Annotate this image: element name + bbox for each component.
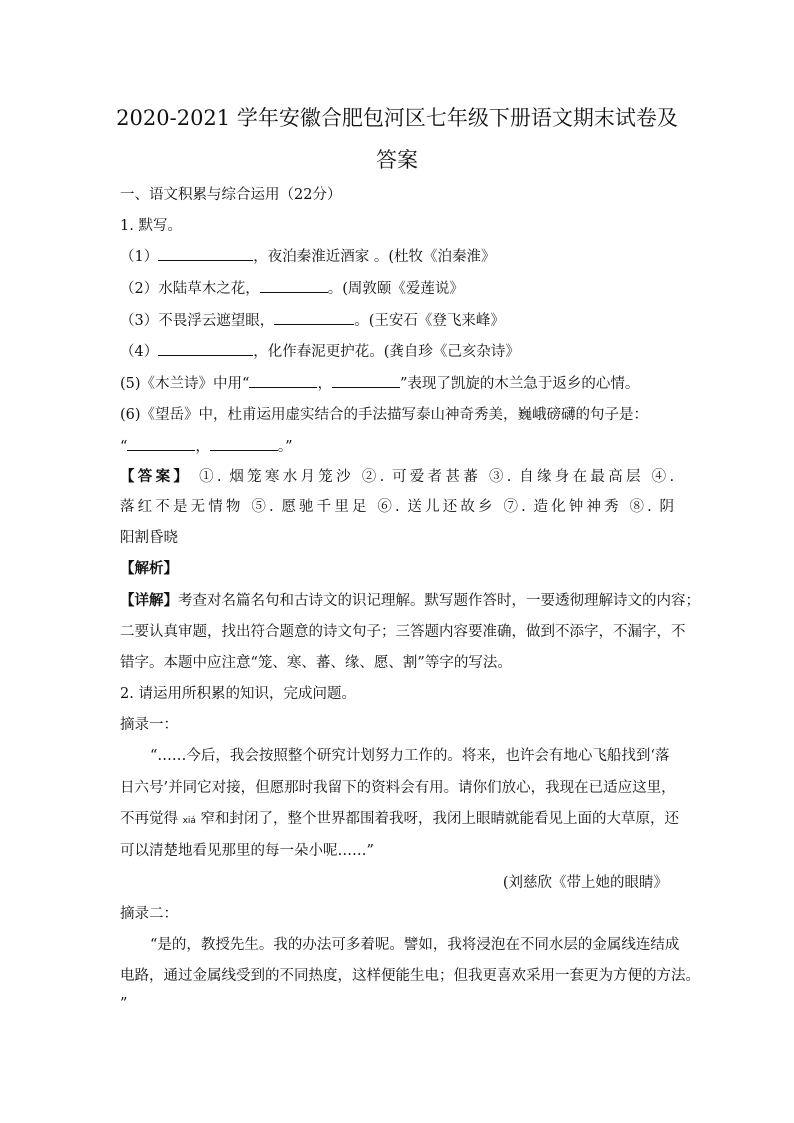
analysis-detail-line3: 错字。本题中应注意“笼、寒、蕃、缘、愿、割”等字的写法。 bbox=[120, 655, 512, 671]
q1-item-5 bbox=[120, 373, 639, 395]
excerpt1-line3-b: 窄和封闭了，整个世界都围着我呀，我闭上眼睛就能看见上面的大草原，还 bbox=[195, 811, 680, 827]
pinyin-annotation: xiá bbox=[182, 816, 196, 826]
document-title-line1: 2020-2021 学年安徽合肥包河区七年级下册语文期末试卷及 bbox=[116, 106, 678, 130]
answer-item-7: ⑦. 造化钟神秀 bbox=[503, 499, 622, 515]
excerpt1-line3-a: 不再觉得 bbox=[120, 811, 183, 827]
excerpt1-line2: 日六号’并同它对接，但愿那时我留下的资料会有用。请你们放心，我现在已适应这里， bbox=[120, 780, 676, 796]
answer-item-4-num: ④. bbox=[651, 469, 675, 485]
q1-item-1 bbox=[120, 246, 496, 268]
answer-item-5: ⑤. 愿驰千里足 bbox=[251, 499, 370, 515]
analysis-label: 【解析】 bbox=[120, 560, 178, 577]
q1-item-6-mid: ， bbox=[195, 439, 210, 455]
q1-item-2 bbox=[120, 278, 464, 300]
answer-item-4-text: 落红不是无情物 bbox=[120, 499, 244, 515]
q1-item-3-prefix: （3）不畏浮云遮望眼， bbox=[120, 313, 275, 329]
q1-item-2-prefix: （2）水陆草木之花， bbox=[120, 281, 260, 297]
q1-item-3 bbox=[120, 310, 505, 332]
q1-item-4 bbox=[120, 341, 520, 363]
q1-item-1-blank bbox=[158, 246, 253, 261]
detail-label: 【详解】 bbox=[120, 592, 178, 609]
excerpt2-line2: 电路，通过金属线受到的不同热度，这样便能生电；但我更喜欢采用一套更为方便的方法。 bbox=[120, 968, 700, 984]
q1-item-3-blank bbox=[274, 310, 354, 325]
answer-line3: 阳割昏晓 bbox=[120, 530, 178, 546]
excerpt1-line1: “……今后，我会按照整个研究计划努力工作的。将来，也许会有地心飞船找到‘落 bbox=[150, 748, 670, 764]
detail-text-1: 考查对名篇名句和古诗文的识记理解。默写题作答时，一要透彻理解诗文的内容； bbox=[178, 593, 700, 609]
q1-item-5-mid: ， bbox=[317, 376, 332, 392]
answer-item-1: ①. 烟笼寒水月笼沙 bbox=[199, 469, 354, 485]
excerpt2-line3: ” bbox=[120, 996, 128, 1012]
excerpt1-line3 bbox=[120, 808, 679, 832]
q2-label: 2. 请运用所积累的知识，完成问题。 bbox=[120, 686, 356, 702]
excerpt1-label: 摘录一： bbox=[120, 717, 178, 733]
q1-item-2-blank bbox=[260, 278, 328, 293]
document-title-line2: 答案 bbox=[376, 148, 418, 172]
q1-item-5-blank-b bbox=[332, 373, 400, 388]
q1-item-5-suffix: ”表现了凯旋的木兰急于返乡的心情。 bbox=[399, 376, 640, 392]
excerpt2-label: 摘录二： bbox=[120, 906, 178, 922]
analysis-detail-line2: 二要认真审题，找出符合题意的诗文句子；三答题内容要准确，做到不添字，不漏字，不 bbox=[120, 624, 686, 640]
q1-item-6-line1: (6)《望岳》中，杜甫运用虚实结合的手法描写泰山神奇秀美，巍峨磅礴的句子是： bbox=[120, 407, 649, 423]
q1-item-6-open: “ bbox=[120, 439, 128, 455]
answer-item-6: ⑥. 送儿还故乡 bbox=[377, 499, 496, 515]
answer-label: 【答案】 bbox=[120, 468, 192, 485]
q1-item-4-blank bbox=[158, 341, 253, 356]
excerpt1-source: (刘慈欣《带上她的眼睛》 bbox=[502, 875, 668, 891]
q1-item-5-blank-a bbox=[249, 373, 317, 388]
excerpt2-line1: “是的，教授先生。我的办法可多着呢。譬如，我将浸泡在不同水层的金属线连结成 bbox=[150, 937, 680, 953]
answer-item-3: ③. 自缘身在最高层 bbox=[488, 469, 644, 485]
q1-label: 1. 默写。 bbox=[120, 218, 182, 234]
answer-line1 bbox=[120, 466, 674, 488]
section1-heading: 一、语文积累与综合运用（22分） bbox=[120, 187, 342, 203]
q1-item-5-prefix: (5)《木兰诗》中用“ bbox=[120, 376, 250, 392]
q1-item-4-text: ，化作春泥更护花。(龚自珍《己亥杂诗》 bbox=[253, 344, 520, 360]
answer-line2 bbox=[120, 496, 674, 518]
q1-item-4-num: （4） bbox=[120, 344, 159, 360]
analysis-detail-line1 bbox=[120, 590, 700, 612]
answer-item-2: ②. 可爱者甚蕃 bbox=[361, 469, 482, 485]
q1-item-6-line2 bbox=[120, 436, 293, 458]
excerpt1-line4: 可以清楚地看见那里的每一朵小呢……” bbox=[120, 843, 374, 859]
q1-item-3-text: 。(王安石《登飞来峰》 bbox=[354, 313, 505, 329]
q1-item-6-close: 。” bbox=[277, 439, 293, 455]
q1-item-1-text: ，夜泊秦淮近酒家 。(杜牧《泊秦淮》 bbox=[253, 249, 496, 265]
answer-item-8-num: ⑧. 阴 bbox=[629, 499, 675, 515]
q1-item-2-text: 。(周敦颐《爱莲说》 bbox=[327, 281, 464, 297]
q1-item-6-blank-a bbox=[127, 436, 195, 451]
q1-item-1-num: （1） bbox=[120, 249, 159, 265]
q1-item-6-blank-b bbox=[210, 436, 278, 451]
